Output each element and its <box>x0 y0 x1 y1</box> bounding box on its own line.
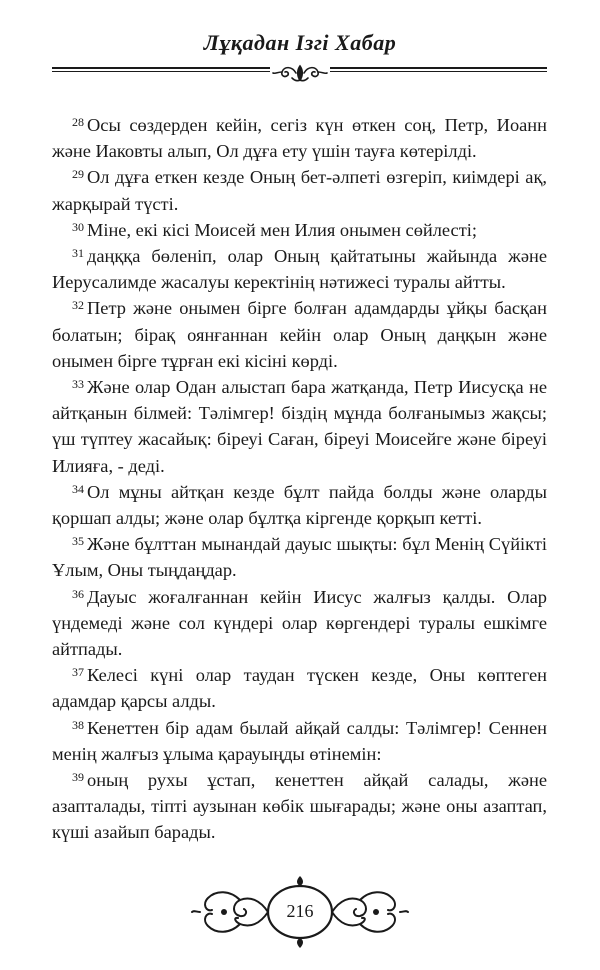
verse-text: Кенеттен бір адам былай айқай салды: Тәлімгер! Сеннен менің жалғыз ұлыма қарауыңды өтінемін: <box>52 717 547 764</box>
verse-text: Ол дұға еткен кезде Оның бет-әлпеті өзгеріп, киімдері ақ, жарқырай түсті. <box>52 167 547 214</box>
verse-number: 32 <box>72 298 84 313</box>
verse-number: 39 <box>72 770 84 785</box>
verse-text: Осы сөздерден кейін, сегіз күн өткен соң, Петр, Иоанн және Иаковты алып, Ол дұға ету үшін тауға көтерілді. <box>52 115 547 162</box>
verse-number: 33 <box>72 377 84 392</box>
verse-30 <box>52 217 547 243</box>
verse-number: 31 <box>72 246 84 261</box>
verse-number: 34 <box>72 481 84 496</box>
verse-text: Келесі күні олар таудан түскен кезде, Оны көптеген адамдар қарсы алды. <box>52 665 547 712</box>
verse-text: Және олар Одан алыстап бара жатқанда, Петр Иисусқа не айтқанын білмей: Тәлімгер! біздің мұнда болғанымыз жақсы; үш түптеу жасайық: біреуі Саған, біреуі Моисейге және біреуі Илияға, - деді. <box>52 377 547 476</box>
verse-number: 37 <box>72 665 84 680</box>
verse-34 <box>52 479 547 531</box>
verse-29 <box>52 164 547 216</box>
verse-number: 35 <box>72 534 84 549</box>
verse-31 <box>52 243 547 295</box>
verse-39 <box>52 767 547 846</box>
verse-text: Және бұлттан мынандай дауыс шықты: бұл Менің Сүйікті Ұлым, Оны тыңдаңдар. <box>52 534 547 581</box>
verse-number: 38 <box>72 717 84 732</box>
verse-35 <box>52 531 547 583</box>
verse-text: Міне, екі кісі Моисей мен Илия онымен сөйлесті; <box>87 219 477 240</box>
verse-number: 30 <box>72 219 84 234</box>
running-header-title: Лұқадан Ізгі Хабар <box>203 30 397 55</box>
verse-32 <box>52 295 547 374</box>
verse-text: оның рухы ұстап, кенеттен айқай салады, және азапталады, тіпті аузынан көбік шығарады; және оны азаптап, күші азайып барады. <box>52 770 547 843</box>
verse-text: даңққа бөленіп, олар Оның қайтатыны жайында және Иерусалимде жасалуы керектінің нәтижесі туралы айтты. <box>52 246 547 293</box>
verse-37 <box>52 662 547 714</box>
verse-text: Ол мұны айтқан кезде бұлт пайда болды және оларды қоршап алды; және олар бұлтқа кіргенде қорқып кетті. <box>52 481 547 529</box>
verse-text: Петр және онымен бірге болған адамдарды ұйқы басқан болатын; бірақ оянғаннан кейін олар Оның даңқын және онымен бірге тұрған екі кісіні көрді. <box>52 298 547 371</box>
verse-38 <box>52 715 547 767</box>
verse-28 <box>52 112 547 164</box>
page-number: 216 <box>286 901 314 921</box>
verse-number: 36 <box>72 586 84 601</box>
header-ornament-icon <box>270 62 330 84</box>
verse-text: Дауыс жоғалғаннан кейін Иисус жалғыз қалды. Олар үндемеді және сол күндері олар көргендері туралы ешкімге айтпады. <box>52 586 547 660</box>
verse-36 <box>52 584 547 663</box>
verse-number: 29 <box>72 167 84 182</box>
verse-33 <box>52 374 547 479</box>
verse-number: 28 <box>72 115 84 129</box>
scripture-text <box>52 112 547 846</box>
